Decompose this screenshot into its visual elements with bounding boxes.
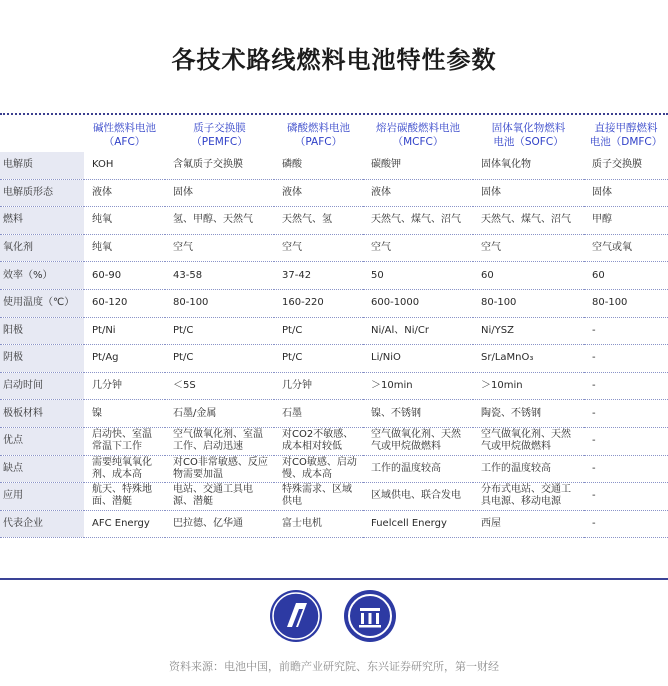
table-cell: 液体	[84, 179, 165, 207]
row-label: 阴极	[0, 345, 84, 373]
table-cell: Pt/C	[274, 345, 363, 373]
row-label: 优点	[0, 427, 84, 455]
table-cell: Pt/C	[165, 317, 274, 345]
row-label: 阳极	[0, 317, 84, 345]
row-label: 缺点	[0, 455, 84, 483]
table-cell: 固体	[165, 179, 274, 207]
table-cell: 对CO非常敏感、反应物需要加温	[165, 455, 274, 483]
table-cell: 50	[363, 262, 473, 290]
table-cell: 液体	[363, 179, 473, 207]
table-cell: -	[584, 400, 668, 428]
table-cell: 航天、特殊地面、潜艇	[84, 483, 165, 511]
table-cell: 镍	[84, 400, 165, 428]
row-label: 氧化剂	[0, 234, 84, 262]
table-cell: 对CO2不敏感、成本相对较低	[274, 427, 363, 455]
table-cell: ＞10min	[363, 372, 473, 400]
table-cell: 空气	[473, 234, 584, 262]
table-cell: -	[584, 372, 668, 400]
table-row	[0, 234, 668, 262]
table-cell: 43-58	[165, 262, 274, 290]
table-cell: 天然气、煤气、沼气	[363, 207, 473, 235]
row-label: 电解质形态	[0, 179, 84, 207]
table-row	[0, 317, 668, 345]
table-cell: Pt/C	[274, 317, 363, 345]
table-cell: 西屋	[473, 510, 584, 538]
table-row	[0, 510, 668, 538]
table-cell: 天然气、氢	[274, 207, 363, 235]
top-divider	[0, 113, 668, 115]
table-cell: Ni/YSZ	[473, 317, 584, 345]
table-row	[0, 400, 668, 428]
column-header: 质子交换膜 （PEMFC）	[191, 122, 248, 148]
table-cell: 巴拉德、亿华通	[165, 510, 274, 538]
table-cell: 甲醇	[584, 207, 668, 235]
column-header: 碱性燃料电池 （AFC）	[93, 122, 156, 148]
table-cell: AFC Energy	[84, 510, 165, 538]
row-label: 电解质	[0, 152, 84, 179]
source-note: 资料来源：电池中国，前瞻产业研究院、东兴证券研究所，第一财经	[169, 660, 499, 673]
table-cell: 空气做氧化剂、室温工作、启动迅速	[165, 427, 274, 455]
table-cell: ＞10min	[473, 372, 584, 400]
table-cell: 60-90	[84, 262, 165, 290]
table-cell: 含氟质子交换膜	[165, 152, 274, 179]
table-cell: 160-220	[274, 289, 363, 317]
table-row	[0, 207, 668, 235]
table-cell: Li/NiO	[363, 345, 473, 373]
row-label: 效率（%）	[0, 262, 84, 290]
table-cell: Pt/Ag	[84, 345, 165, 373]
table-cell: 几分钟	[274, 372, 363, 400]
table-cell: 碳酸钾	[363, 152, 473, 179]
table-cell: 对CO敏感、启动慢、成本高	[274, 455, 363, 483]
table-cell: 磷酸	[274, 152, 363, 179]
table-cell: 60-120	[84, 289, 165, 317]
table-cell: 质子交换膜	[584, 152, 668, 179]
row-label: 使用温度（℃）	[0, 289, 84, 317]
table-row	[0, 289, 668, 317]
table-cell: 分布式电站、交通工具电源、移动电源	[473, 483, 584, 511]
parameter-table	[0, 118, 668, 538]
table-cell: 空气做氧化剂、天然气或甲烷做燃料	[473, 427, 584, 455]
table-cell: -	[584, 455, 668, 483]
bank-shield-logo-icon	[344, 590, 396, 642]
table-cell: 空气	[165, 234, 274, 262]
table-cell: 电站、交通工具电源、潜艇	[165, 483, 274, 511]
table-row	[0, 262, 668, 290]
table-row	[0, 455, 668, 483]
table-cell: 固体	[584, 179, 668, 207]
table-cell: 石墨	[274, 400, 363, 428]
table-cell: 纯氧	[84, 234, 165, 262]
table-cell: 600-1000	[363, 289, 473, 317]
table-cell: 80-100	[473, 289, 584, 317]
table-cell: 固体	[473, 179, 584, 207]
table-cell: 空气做氧化剂、天然气或甲烷做燃料	[363, 427, 473, 455]
table-cell: 液体	[274, 179, 363, 207]
table-cell: Pt/C	[165, 345, 274, 373]
table-cell: Pt/Ni	[84, 317, 165, 345]
table-cell: 空气或氧	[584, 234, 668, 262]
header-row	[0, 118, 668, 152]
table-cell: Sr/LaMnO₃	[473, 345, 584, 373]
table-cell: 富士电机	[274, 510, 363, 538]
column-header: 固体氧化物燃料 电池（SOFC）	[491, 122, 566, 148]
header-corner	[0, 118, 84, 152]
row-label: 极板材料	[0, 400, 84, 428]
table-cell: 80-100	[165, 289, 274, 317]
table-cell: 区域供电、联合发电	[363, 483, 473, 511]
column-header: 磷酸燃料电池 （PAFC）	[287, 122, 350, 148]
table-row	[0, 483, 668, 511]
table-cell: ＜5S	[165, 372, 274, 400]
table-cell: 镍、不锈钢	[363, 400, 473, 428]
bottom-divider	[0, 578, 668, 580]
column-header: 直接甲醇燃料 电池（DMFC）	[589, 122, 663, 148]
table-row	[0, 372, 668, 400]
row-label: 代表企业	[0, 510, 84, 538]
table-cell: 纯氧	[84, 207, 165, 235]
table-cell: -	[584, 510, 668, 538]
table-cell: 60	[584, 262, 668, 290]
table-cell: 启动快、室温常温下工作	[84, 427, 165, 455]
row-label: 燃料	[0, 207, 84, 235]
table-cell: -	[584, 483, 668, 511]
table-cell: 特殊需求、区域供电	[274, 483, 363, 511]
table-cell: -	[584, 317, 668, 345]
table-cell: 氢、甲醇、天然气	[165, 207, 274, 235]
table-cell: 石墨/金属	[165, 400, 274, 428]
table-cell: 天然气、煤气、沼气	[473, 207, 584, 235]
table-cell: 空气	[363, 234, 473, 262]
table-cell: KOH	[84, 152, 165, 179]
table-cell: -	[584, 345, 668, 373]
table-cell: 陶瓷、不锈钢	[473, 400, 584, 428]
table-cell: Fuelcell Energy	[363, 510, 473, 538]
table-row	[0, 179, 668, 207]
table-cell: 工作的温度较高	[363, 455, 473, 483]
table-cell: 几分钟	[84, 372, 165, 400]
parallelogram-logo-icon	[270, 590, 322, 642]
table-cell: 空气	[274, 234, 363, 262]
column-header: 熔岩碳酸燃料电池 （MCFC）	[376, 122, 460, 148]
row-label: 启动时间	[0, 372, 84, 400]
table-cell: 80-100	[584, 289, 668, 317]
table-cell: 需要纯氧氧化剂、成本高	[84, 455, 165, 483]
table-cell: -	[584, 427, 668, 455]
table-cell: 37-42	[274, 262, 363, 290]
page-title: 各技术路线燃料电池特性参数	[171, 46, 497, 74]
table-cell: 60	[473, 262, 584, 290]
table-cell: Ni/Al、Ni/Cr	[363, 317, 473, 345]
table-row	[0, 152, 668, 179]
table-row	[0, 345, 668, 373]
row-label: 应用	[0, 483, 84, 511]
table-cell: 工作的温度较高	[473, 455, 584, 483]
table-cell: 固体氧化物	[473, 152, 584, 179]
table-row	[0, 427, 668, 455]
